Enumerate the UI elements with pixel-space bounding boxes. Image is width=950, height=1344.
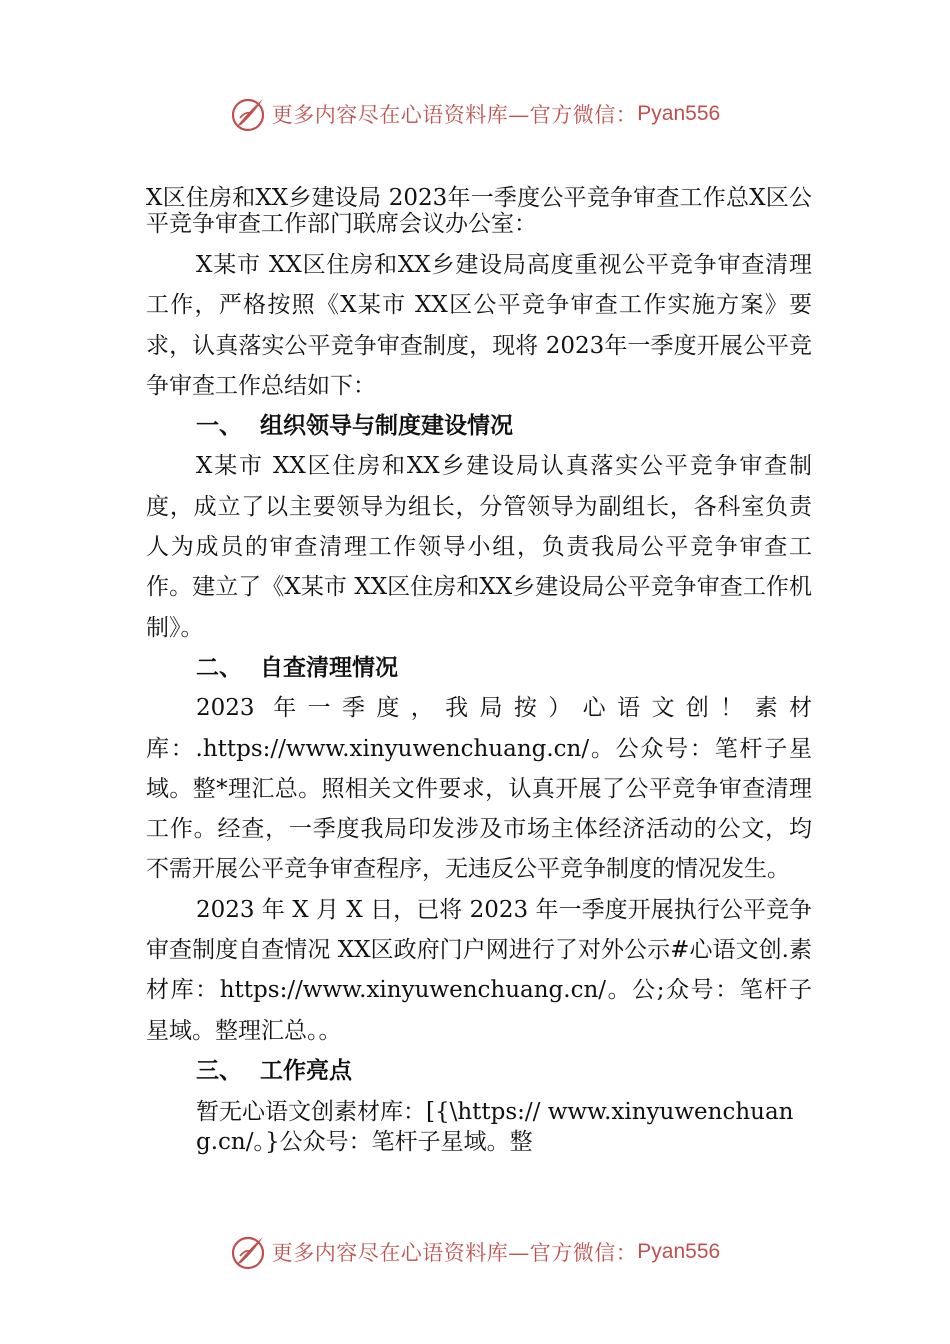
quill-logo-icon [230, 1234, 266, 1270]
paragraph: 2023 年一季度，我局按）心语文创！素材库：.https://www.xinyuwenchuang.cn/。公众号：笔杆子星域。整*理汇总。照相关文件要求，认真开展了公平竞争审查清理工作。经查，一季度我局印发涉及市场主体经济活动的公文，均不需开展公平竞争审查程序，无违反公平竞争制度的情况发生。 [146, 695, 812, 883]
section-number: 一、 [196, 413, 242, 440]
section-heading [196, 406, 812, 446]
section-title: 工作亮点 [260, 1057, 352, 1084]
section-title: 组织领导与制度建设情况 [260, 413, 513, 440]
section-heading [196, 648, 812, 688]
document-body [146, 183, 812, 1157]
paragraph: 暂无心语文创素材库：[{\https:// www.xinyuwenchuang.cn/。}公众号：笔杆子星域。整 [196, 1099, 794, 1156]
section-heading [196, 1051, 812, 1091]
watermark-text: 更多内容尽在心语资料库—官方微信： [271, 103, 638, 127]
section-number: 二、 [196, 654, 242, 681]
document-heading: X区住房和XX乡建设局 2023年一季度公平竞争审查工作总X区公平竞争审查工作部门联席会议办公室： [146, 185, 812, 237]
quill-logo-icon [230, 96, 266, 132]
paragraph: X某市 XX区住房和XX乡建设局认真落实公平竞争审查制度，成立了以主要领导为组长，分管领导为副组长，各科室负责人为成员的审查清理工作领导小组，负责我局公平竞争审查工作。建立了《X某市 XX区住房和XX乡建设局公平竞争审查工作机制》。 [146, 453, 812, 641]
section-number: 三、 [196, 1057, 242, 1084]
watermark-text: 更多内容尽在心语资料库—官方微信： [271, 1241, 638, 1265]
paragraph: 2023 年 X 月 X 日，已将 2023 年一季度开展执行公平竞争审查制度自查情况 XX区政府门户网进行了对外公示#心语文创.素材库：https://www.xinyuwenchuang.cn/。公;众号：笔杆子星域。整理汇总。。 [146, 896, 812, 1044]
section-title: 自查清理情况 [260, 654, 398, 681]
watermark-banner-top [0, 92, 950, 136]
intro-paragraph: X某市 XX区住房和XX乡建设局高度重视公平竞争审查清理工作，严格按照《X某市 XX区公平竞争审查工作实施方案》要求，认真落实公平竞争审查制度，现将 2023年一季度开展公平竞争审查工作总结如下： [146, 252, 812, 399]
watermark-id: Pyan556 [637, 1240, 721, 1263]
watermark-banner-bottom [0, 1230, 950, 1274]
watermark-id: Pyan556 [637, 102, 721, 125]
